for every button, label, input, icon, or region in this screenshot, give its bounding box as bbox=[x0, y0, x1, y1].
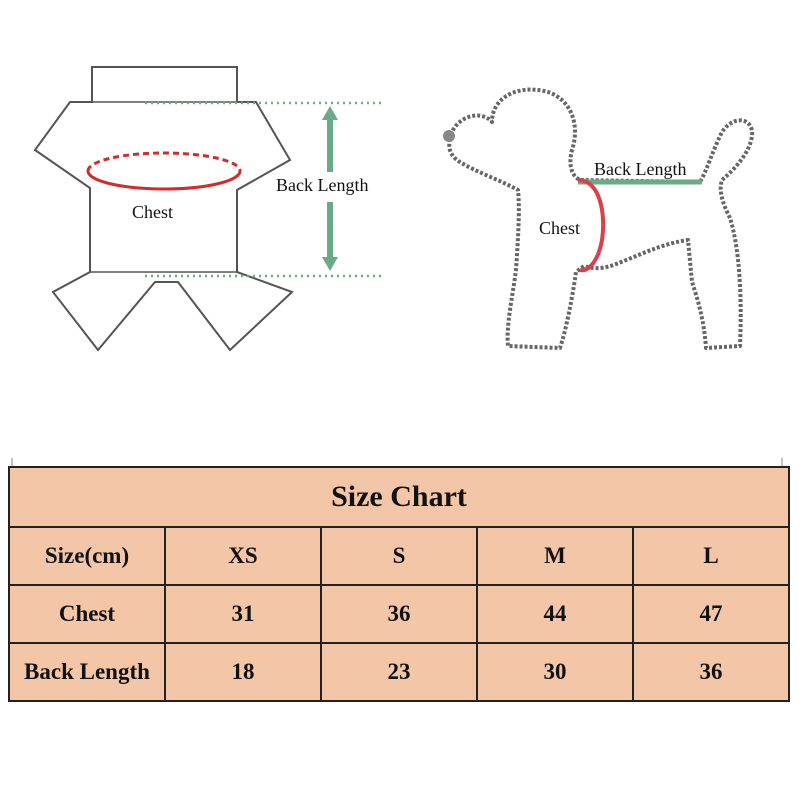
dog-chest-label: Chest bbox=[539, 218, 581, 238]
dog-nose-icon bbox=[443, 130, 455, 142]
back-length-arrowhead-down bbox=[322, 257, 338, 271]
table-row bbox=[9, 643, 789, 701]
garment-chest-label: Chest bbox=[132, 202, 174, 222]
table-cell: 36 bbox=[321, 585, 477, 643]
row-label: Back Length bbox=[9, 643, 165, 701]
dog-outline bbox=[449, 90, 752, 348]
size-chart bbox=[8, 466, 790, 702]
size-chart-table bbox=[8, 466, 790, 702]
back-length-arrowhead-up bbox=[322, 106, 338, 120]
size-chart-title-row bbox=[9, 467, 789, 527]
header-cell: Size(cm) bbox=[9, 527, 165, 585]
dog-diagram bbox=[443, 90, 752, 348]
size-chart-header-row bbox=[9, 527, 789, 585]
table-cell: 36 bbox=[633, 643, 789, 701]
header-cell: M bbox=[477, 527, 633, 585]
garment-back-length-label: Back Length bbox=[276, 175, 369, 195]
table-cell: 31 bbox=[165, 585, 321, 643]
dog-back-length-label: Back Length bbox=[594, 159, 687, 179]
table-row bbox=[9, 585, 789, 643]
header-cell: XS bbox=[165, 527, 321, 585]
dog-chest-loop bbox=[578, 180, 603, 270]
table-cell: 18 bbox=[165, 643, 321, 701]
header-cell: S bbox=[321, 527, 477, 585]
table-cell: 47 bbox=[633, 585, 789, 643]
table-cell: 30 bbox=[477, 643, 633, 701]
size-chart-title: Size Chart bbox=[9, 467, 789, 527]
garment-diagram bbox=[35, 67, 382, 350]
table-cell: 44 bbox=[477, 585, 633, 643]
row-label: Chest bbox=[9, 585, 165, 643]
table-cell: 23 bbox=[321, 643, 477, 701]
header-cell: L bbox=[633, 527, 789, 585]
